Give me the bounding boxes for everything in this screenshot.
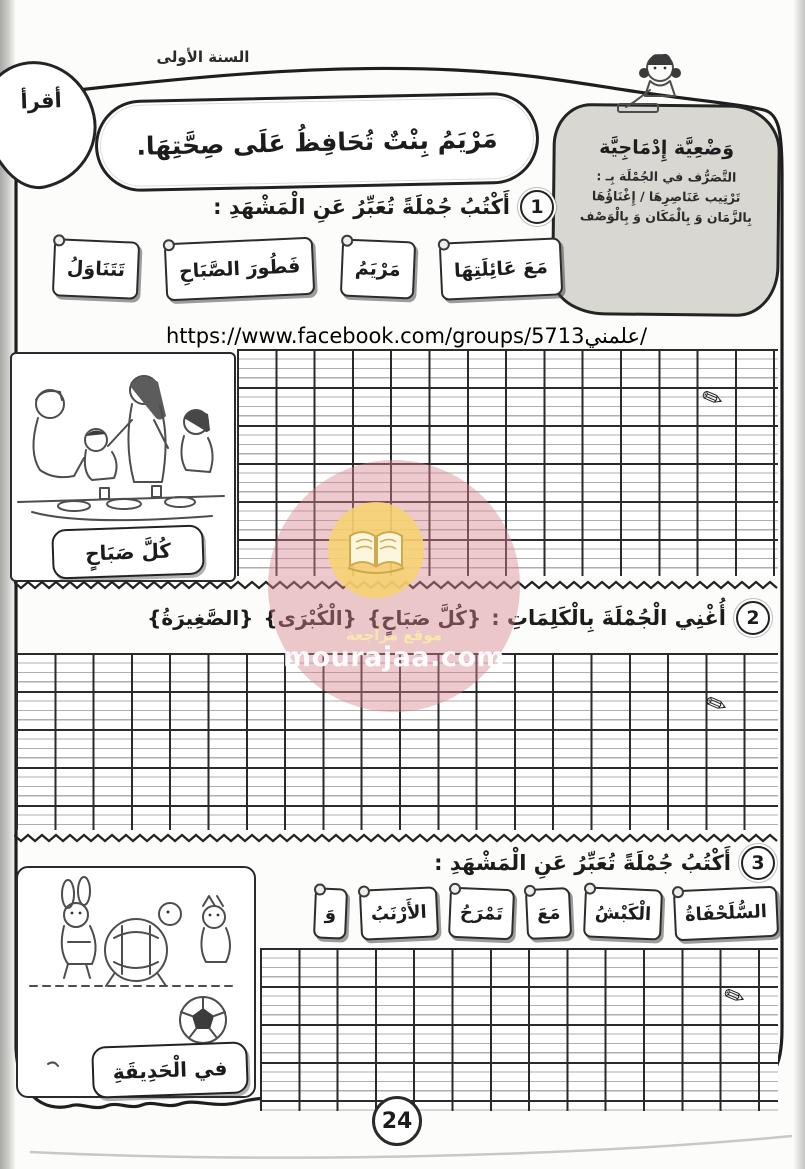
pencil-icon: ✎ [697, 381, 728, 416]
question-1-row [62, 190, 554, 224]
word-card-label: الأَرْنَبُ [370, 901, 427, 926]
writing-grid-q1 [237, 349, 778, 576]
integration-note-box [551, 103, 781, 317]
facebook-group-watermark: https://www.facebook.com/groups/571علمني3/ [166, 324, 648, 348]
word-cards-q1 [8, 240, 562, 298]
word-card [359, 886, 439, 940]
word-card-label: وَ [325, 902, 338, 925]
word-card-label: مَعَ عَائِلَتِهَا [453, 255, 549, 283]
word-card-label: مَعَ [536, 902, 562, 925]
question-2-prompt: أُغْنِي الْجُمْلَةَ بِالْكَلِمَاتِ : [491, 606, 726, 630]
word-card-label: السُّلَحْفَاةُ [684, 901, 768, 926]
ornament-title: وَضْعِيَّة إِدْمَاجِيَّة [599, 136, 735, 160]
word-card-label: تَتَنَاوَلُ [66, 256, 126, 282]
lesson-sentence: مَرْيَمُ بِنْتٌ تُحَافِظُ عَلَى صِحَّتِهَا. [136, 123, 498, 161]
question-1-prompt: أَكْتُبُ جُمْلَةً تُعَبِّرُ عَنِ الْمَشْهَدِ : [213, 195, 510, 219]
question-3-row [228, 846, 775, 880]
word-cards-q3 [256, 888, 778, 939]
word-card [339, 238, 415, 299]
given-word: {الْكُبْرَى} [263, 606, 357, 630]
watermark-site-domain: mourajaa.com [282, 642, 506, 673]
word-card-label: مَرْيَمُ [354, 257, 401, 281]
question-2-row [68, 601, 770, 635]
word-card [583, 886, 663, 940]
given-word: {كُلَّ صَبَاحٍ} [366, 606, 482, 630]
writing-grid-q3 [260, 948, 778, 1111]
watermark-site-name-arabic: موقع مراجعة [345, 626, 443, 644]
question-3-number: 3 [741, 846, 775, 880]
word-card-label: الْكَبْشُ [594, 901, 652, 926]
word-card-label: تَمْرَحُ [460, 902, 504, 925]
wavy-separator [14, 832, 780, 844]
word-card [673, 886, 779, 942]
ornament-line-1: التَّصَرُّف في الجُمْلَة بِـ : [596, 168, 737, 185]
lesson-sentence-box [94, 91, 540, 192]
writing-girl-illustration [596, 48, 716, 114]
ornament-line-3: بِالزَّمَان وَ بِالْمَكَان وَ بِالْوَصْف [579, 208, 752, 225]
grade-label: السنة الأولى [156, 48, 250, 66]
word-card [439, 237, 563, 300]
question-1-number: 1 [520, 190, 554, 224]
question-3-prompt: أَكْتُبُ جُمْلَةً تُعَبِّرُ عَنِ الْمَشْهَدِ : [434, 851, 731, 875]
scene-caption-every-morning: كُلَّ صَبَاحٍ [51, 524, 205, 579]
word-card [448, 887, 515, 941]
word-card [525, 887, 573, 940]
word-card [52, 238, 140, 300]
read-badge-label: أقرأ [20, 88, 63, 114]
page-number: 24 [372, 1096, 422, 1146]
question-2-number: 2 [736, 601, 770, 635]
given-word: {الصَّغِيرَةُ} [147, 606, 254, 630]
writing-grid-q2 [16, 653, 778, 830]
word-card [164, 237, 316, 302]
pencil-icon: ✎ [719, 979, 750, 1014]
scene-caption-in-the-garden: في الْحَدِيقَةِ [91, 1041, 249, 1098]
ornament-line-2: تَرْتِيب عَنَاصِرِهَا / إِغْنَاؤُهَا [591, 188, 741, 205]
wavy-separator [14, 579, 780, 591]
pencil-icon: ✎ [701, 687, 732, 722]
word-card [313, 887, 348, 939]
word-card-label: فَطُورَ الصَّبَاحِ [178, 255, 302, 283]
